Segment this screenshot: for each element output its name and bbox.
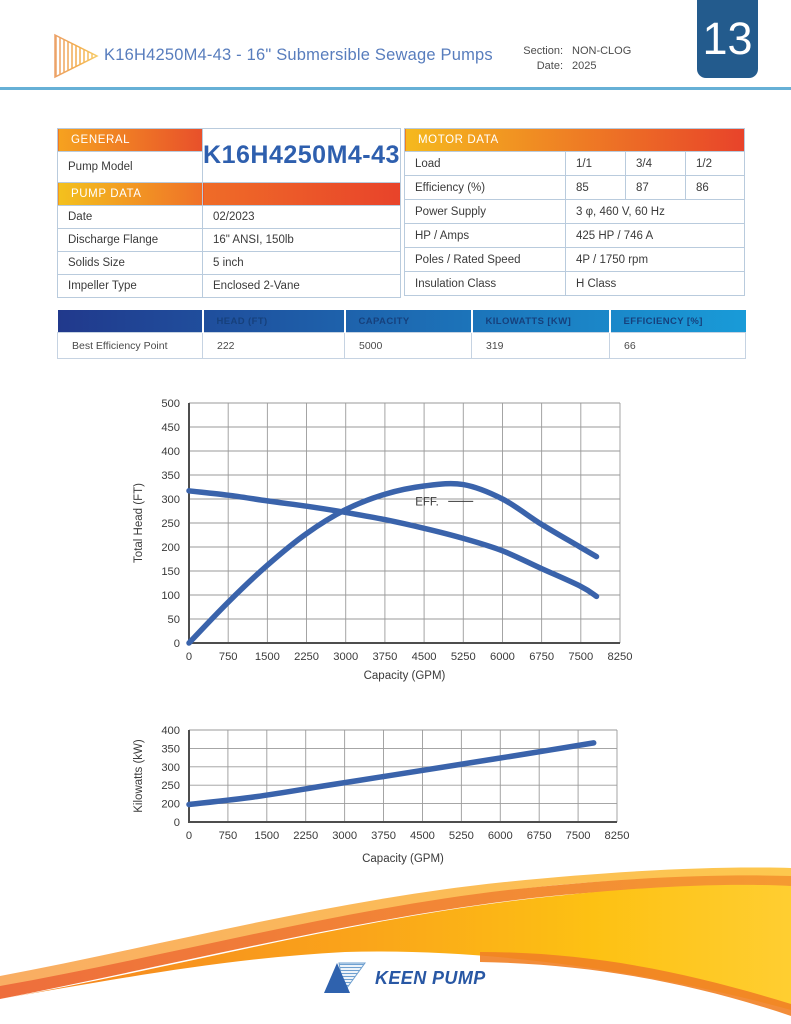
row-label: Poles / Rated Speed xyxy=(405,248,566,272)
motor-data-header: MOTOR DATA xyxy=(405,129,745,152)
keen-pump-logo xyxy=(322,956,486,1000)
svg-text:0: 0 xyxy=(185,651,193,663)
bep-header-kilowatts: KILOWATTS [KW] xyxy=(472,310,610,333)
pump-model-value: K16H4250M4-43 xyxy=(203,129,401,183)
svg-text:4500: 4500 xyxy=(411,651,437,663)
svg-text:400: 400 xyxy=(161,446,180,458)
svg-text:750: 750 xyxy=(218,830,238,842)
keen-pump-triangle-icon xyxy=(322,956,368,1000)
bep-kilowatts-value: 319 xyxy=(472,333,610,359)
svg-text:0: 0 xyxy=(173,817,180,829)
svg-text:8250: 8250 xyxy=(607,651,633,663)
svg-text:50: 50 xyxy=(167,614,180,626)
bep-header-efficiency: EFFICIENCY [%] xyxy=(610,310,746,333)
svg-text:1500: 1500 xyxy=(254,830,280,842)
svg-text:7500: 7500 xyxy=(565,830,591,842)
svg-text:350: 350 xyxy=(161,743,180,756)
row-value: 87 xyxy=(626,176,686,200)
striped-triangle-logo-icon xyxy=(52,32,100,80)
svg-text:300: 300 xyxy=(161,761,180,774)
svg-text:0: 0 xyxy=(185,830,193,842)
page-title: K16H4250M4-43 - 16" Submersible Sewage Pumps xyxy=(104,46,493,64)
svg-text:200: 200 xyxy=(161,542,180,554)
bep-head-value: 222 xyxy=(203,333,345,359)
row-value: 4P / 1750 rpm xyxy=(566,248,745,272)
row-label: Solids Size xyxy=(58,252,203,275)
svg-text:7500: 7500 xyxy=(568,651,594,663)
row-label: Load xyxy=(405,152,566,176)
head-capacity-chart xyxy=(125,390,645,690)
row-value: 16" ANSI, 150lb xyxy=(203,229,401,252)
svg-text:EFF.: EFF. xyxy=(415,496,439,509)
svg-text:Total Head (FT): Total Head (FT) xyxy=(133,483,145,563)
row-value: 1/1 xyxy=(566,152,626,176)
row-value: 02/2023 xyxy=(203,206,401,229)
svg-text:250: 250 xyxy=(161,518,180,530)
row-label: Date xyxy=(58,206,203,229)
row-label: Power Supply xyxy=(405,200,566,224)
pump-model-label: Pump Model xyxy=(58,152,203,183)
svg-text:6000: 6000 xyxy=(490,651,515,663)
svg-text:750: 750 xyxy=(218,651,238,663)
svg-text:150: 150 xyxy=(161,566,180,578)
header-divider xyxy=(0,87,791,90)
svg-text:4500: 4500 xyxy=(410,830,435,842)
row-value: H Class xyxy=(566,272,745,296)
svg-text:3000: 3000 xyxy=(332,830,358,842)
svg-text:Capacity (GPM): Capacity (GPM) xyxy=(363,670,446,682)
row-value: Enclosed 2-Vane xyxy=(203,275,401,298)
svg-text:3000: 3000 xyxy=(333,651,359,663)
svg-text:3750: 3750 xyxy=(371,830,396,842)
row-label: HP / Amps xyxy=(405,224,566,248)
motor-data-table xyxy=(404,128,745,296)
brand-name: KEEN PUMP xyxy=(375,967,486,988)
general-header: GENERAL xyxy=(58,129,203,152)
svg-text:300: 300 xyxy=(161,494,180,506)
date-value: 2025 xyxy=(572,60,597,72)
svg-text:100: 100 xyxy=(161,590,180,602)
row-label: Efficiency (%) xyxy=(405,176,566,200)
svg-text:8250: 8250 xyxy=(604,830,630,842)
row-value: 86 xyxy=(686,176,745,200)
section-date-block xyxy=(505,44,675,74)
row-value: 3 φ, 460 V, 60 Hz xyxy=(566,200,745,224)
svg-text:350: 350 xyxy=(161,470,180,482)
row-label: Impeller Type xyxy=(58,275,203,298)
bep-header-head: HEAD (FT) xyxy=(203,310,345,333)
kilowatts-capacity-chart xyxy=(125,703,645,875)
svg-text:500: 500 xyxy=(161,398,180,410)
pump-data-header: PUMP DATA xyxy=(58,183,203,206)
bep-row-label: Best Efficiency Point xyxy=(58,333,203,359)
bep-header-capacity: CAPACITY xyxy=(345,310,472,333)
svg-text:6750: 6750 xyxy=(529,651,555,663)
bep-capacity-value: 5000 xyxy=(345,333,472,359)
row-value: 425 HP / 746 A xyxy=(566,224,745,248)
svg-text:5250: 5250 xyxy=(450,651,476,663)
row-value: 1/2 xyxy=(686,152,745,176)
svg-text:3750: 3750 xyxy=(372,651,398,663)
svg-text:2250: 2250 xyxy=(294,651,319,663)
section-label: Section: xyxy=(523,45,563,57)
bep-efficiency-value: 66 xyxy=(610,333,746,359)
svg-text:450: 450 xyxy=(161,422,180,434)
svg-text:0: 0 xyxy=(173,638,180,650)
date-label: Date: xyxy=(536,60,563,72)
svg-text:250: 250 xyxy=(161,780,180,793)
svg-text:5250: 5250 xyxy=(448,830,474,842)
svg-text:6750: 6750 xyxy=(526,830,552,842)
svg-text:Kilowatts (kW): Kilowatts (kW) xyxy=(133,739,145,813)
row-label: Discharge Flange xyxy=(58,229,203,252)
row-value: 3/4 xyxy=(626,152,686,176)
svg-text:Capacity (GPM): Capacity (GPM) xyxy=(362,853,444,865)
svg-text:2250: 2250 xyxy=(293,830,319,842)
section-value: NON-CLOG xyxy=(572,45,632,57)
svg-text:200: 200 xyxy=(161,798,180,811)
svg-text:6000: 6000 xyxy=(487,830,513,842)
row-value: 85 xyxy=(566,176,626,200)
best-efficiency-point-table xyxy=(57,310,746,359)
page-number-badge: 13 xyxy=(697,0,758,78)
row-label: Insulation Class xyxy=(405,272,566,296)
pump-data-header-fill xyxy=(203,183,401,206)
svg-text:400: 400 xyxy=(161,725,180,737)
bep-header-blank xyxy=(58,310,203,333)
pump-data-table xyxy=(57,128,401,298)
row-value: 5 inch xyxy=(203,252,401,275)
svg-text:1500: 1500 xyxy=(254,651,280,663)
